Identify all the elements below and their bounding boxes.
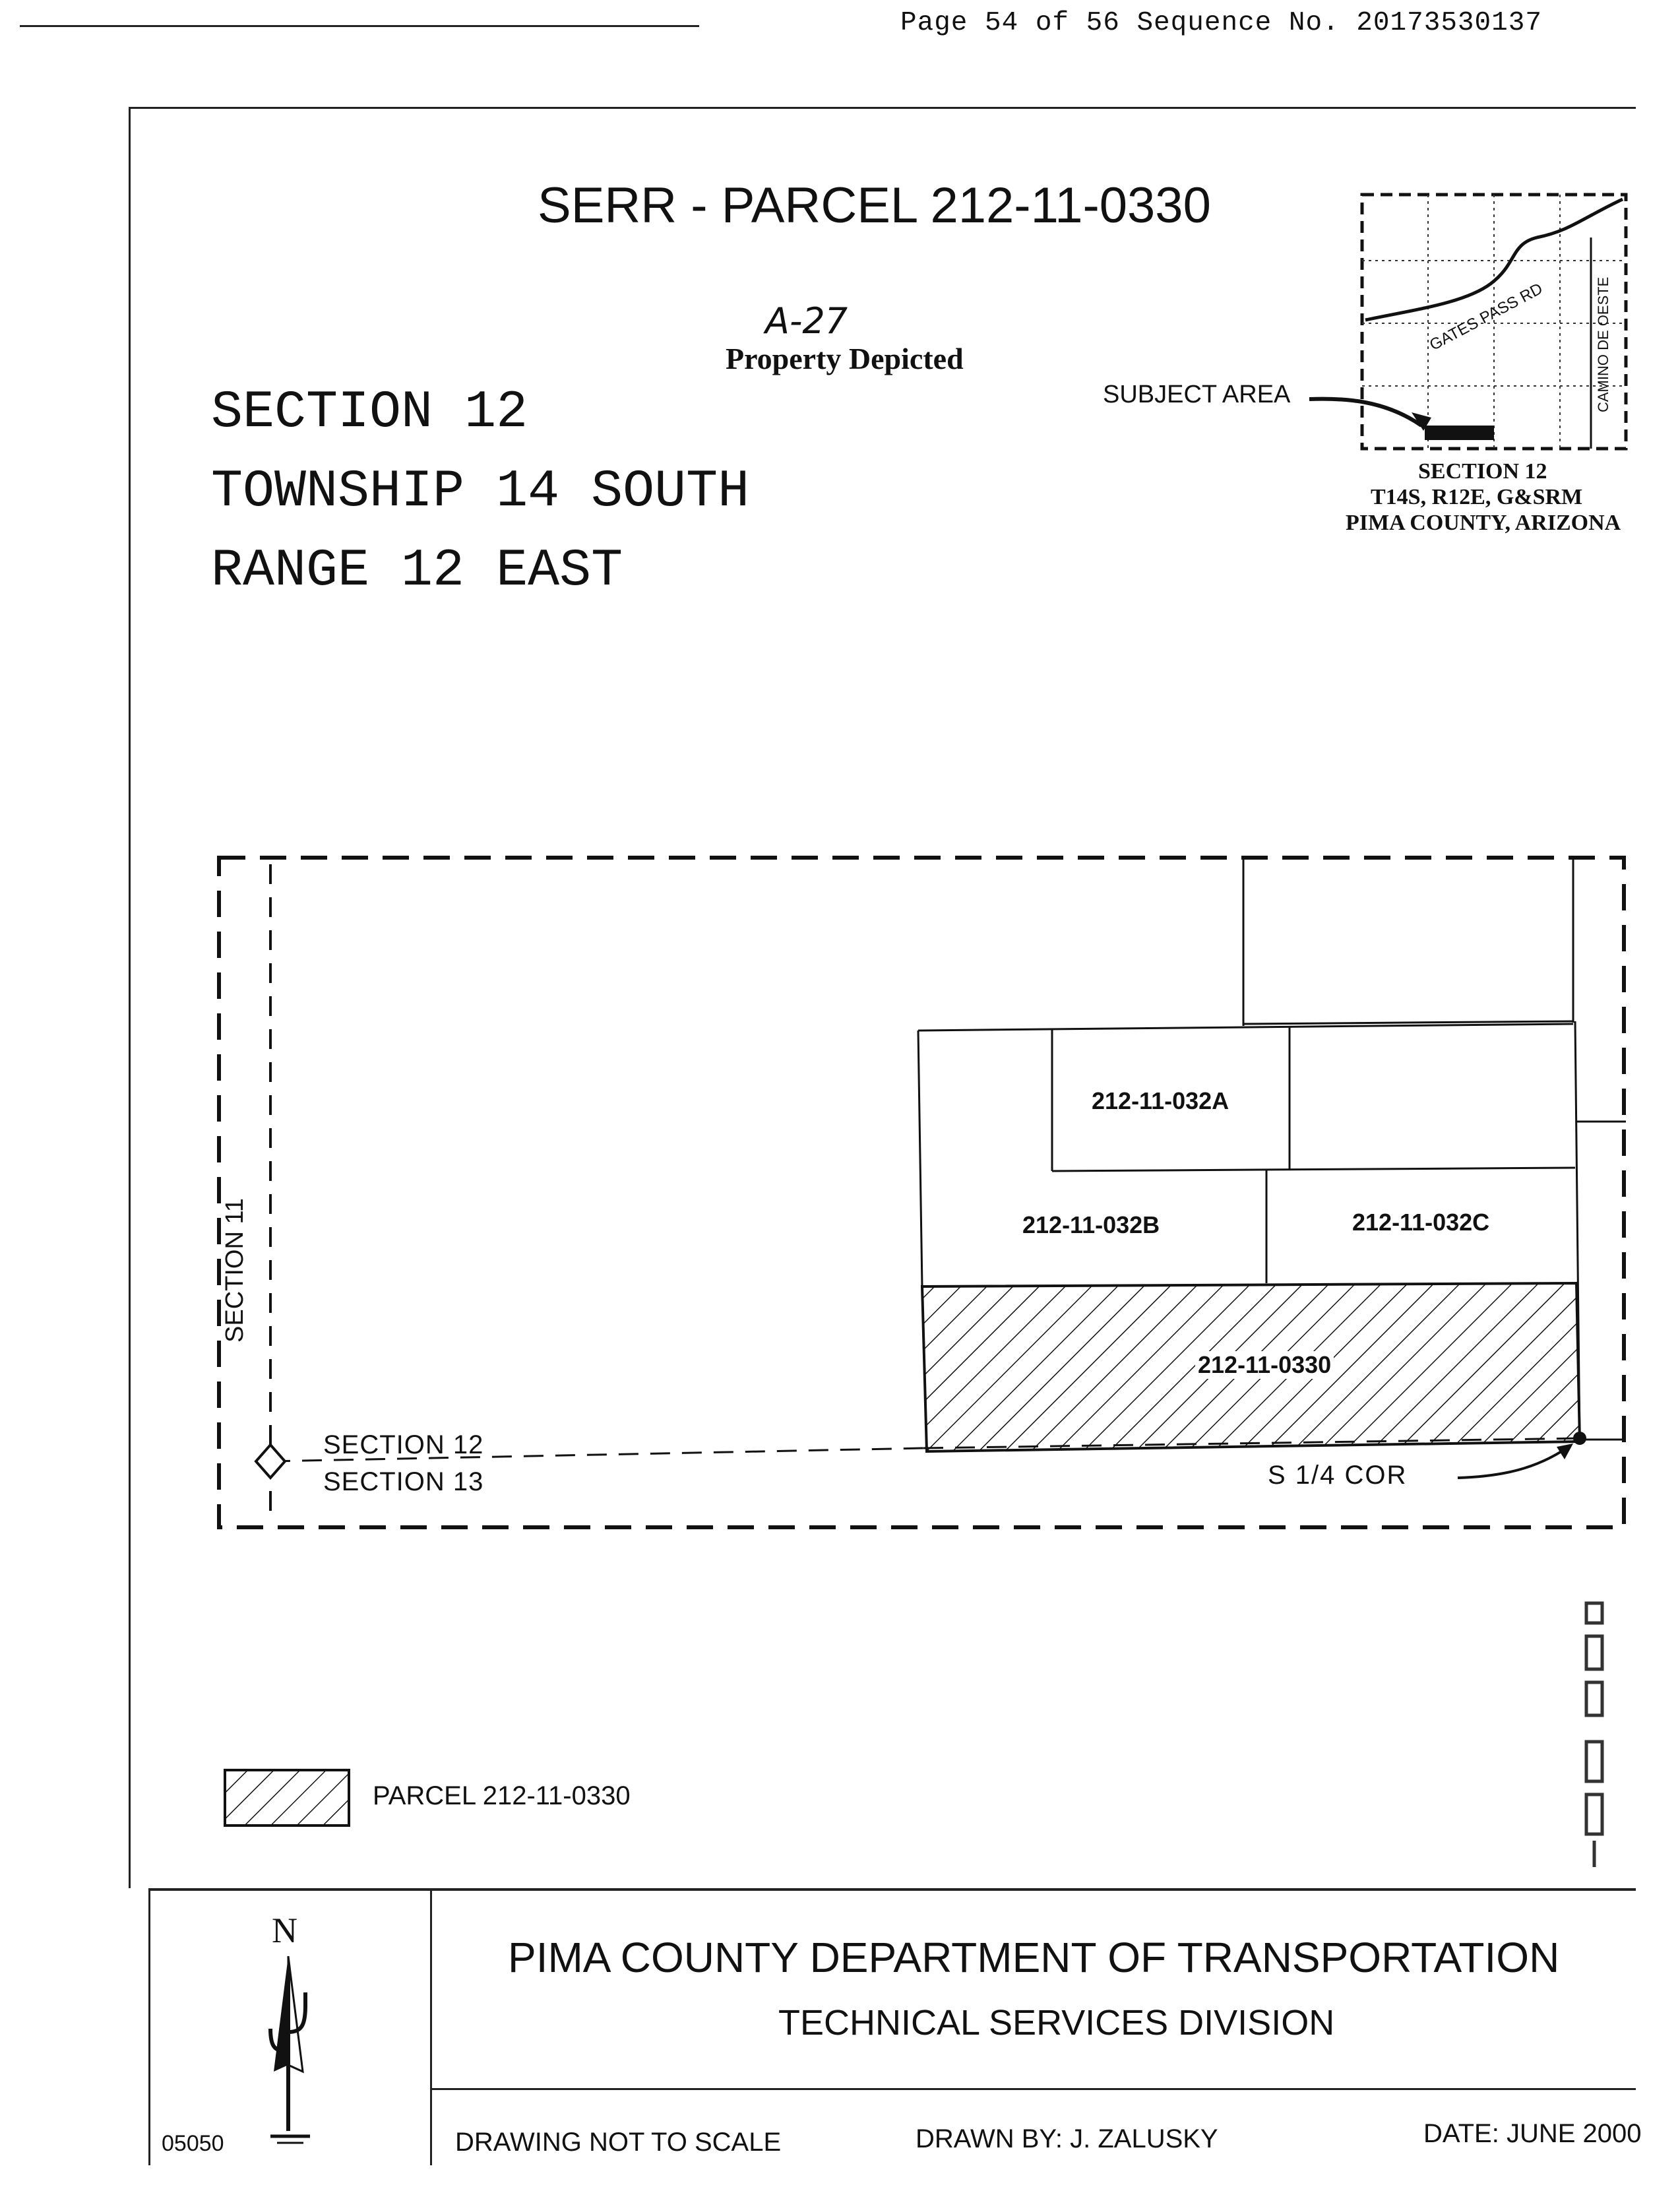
- handwritten-annotation: A-27: [765, 300, 848, 342]
- corner-label: S 1/4 COR: [1268, 1461, 1408, 1490]
- title-block-mid-rule: [430, 2088, 1636, 2090]
- division-name: TECHNICAL SERVICES DIVISION: [778, 2003, 1335, 2043]
- locator-caption-2: T14S, R12E, G&SRM: [1371, 485, 1583, 509]
- drawn-by: DRAWN BY: J. ZALUSKY: [916, 2124, 1218, 2153]
- north-arrow-icon: [254, 1953, 340, 2151]
- s-quarter-corner-point: [1573, 1432, 1586, 1445]
- page-sequence: Page 54 of 56 Sequence No. 20173530137: [900, 8, 1542, 38]
- title-block-top-rule: [148, 1888, 1636, 1891]
- locator-caption-3: PIMA COUNTY, ARIZONA: [1346, 511, 1621, 535]
- drawing-date: DATE: JUNE 2000: [1423, 2119, 1642, 2148]
- margin-stamp: [1576, 1597, 1616, 1874]
- range-text: RANGE 12 EAST: [211, 541, 623, 601]
- title-block-divider: [430, 1888, 432, 2165]
- subject-area-label: SUBJECT AREA: [1103, 381, 1291, 408]
- section-13-label: SECTION 13: [323, 1467, 484, 1496]
- legend-label: PARCEL 212-11-0330: [373, 1781, 631, 1810]
- property-depicted-label: Property Depicted: [726, 342, 964, 375]
- drawing-title: SERR - PARCEL 212-11-0330: [538, 177, 1211, 234]
- department-name: PIMA COUNTY DEPARTMENT OF TRANSPORTATION: [508, 1934, 1560, 1981]
- locator-caption-1: SECTION 12: [1418, 459, 1547, 484]
- parcel-label-032a: 212-11-032A: [1092, 1087, 1229, 1114]
- parcel-label-032b: 212-11-032B: [1022, 1211, 1160, 1238]
- scale-note: DRAWING NOT TO SCALE: [455, 2128, 782, 2157]
- parcel-label-032c: 212-11-032C: [1352, 1209, 1490, 1236]
- section-corner-marker: [256, 1445, 285, 1478]
- gates-pass-road-label: GATES PASS RD: [1426, 279, 1546, 354]
- camino-de-oeste-label: CAMINO DE OESTE: [1595, 276, 1611, 412]
- legend-swatch: [223, 1768, 352, 1827]
- township-text: TOWNSHIP 14 SOUTH: [211, 462, 750, 522]
- drawing-number: 05050: [162, 2131, 224, 2156]
- north-label: N: [272, 1911, 297, 1950]
- section-11-label: SECTION 11: [221, 1198, 249, 1343]
- section-text: SECTION 12: [211, 383, 528, 443]
- section-12-label: SECTION 12: [323, 1430, 484, 1459]
- title-block-left-rule: [148, 1888, 150, 2165]
- parcel-label-0330: 212-11-0330: [1195, 1351, 1334, 1379]
